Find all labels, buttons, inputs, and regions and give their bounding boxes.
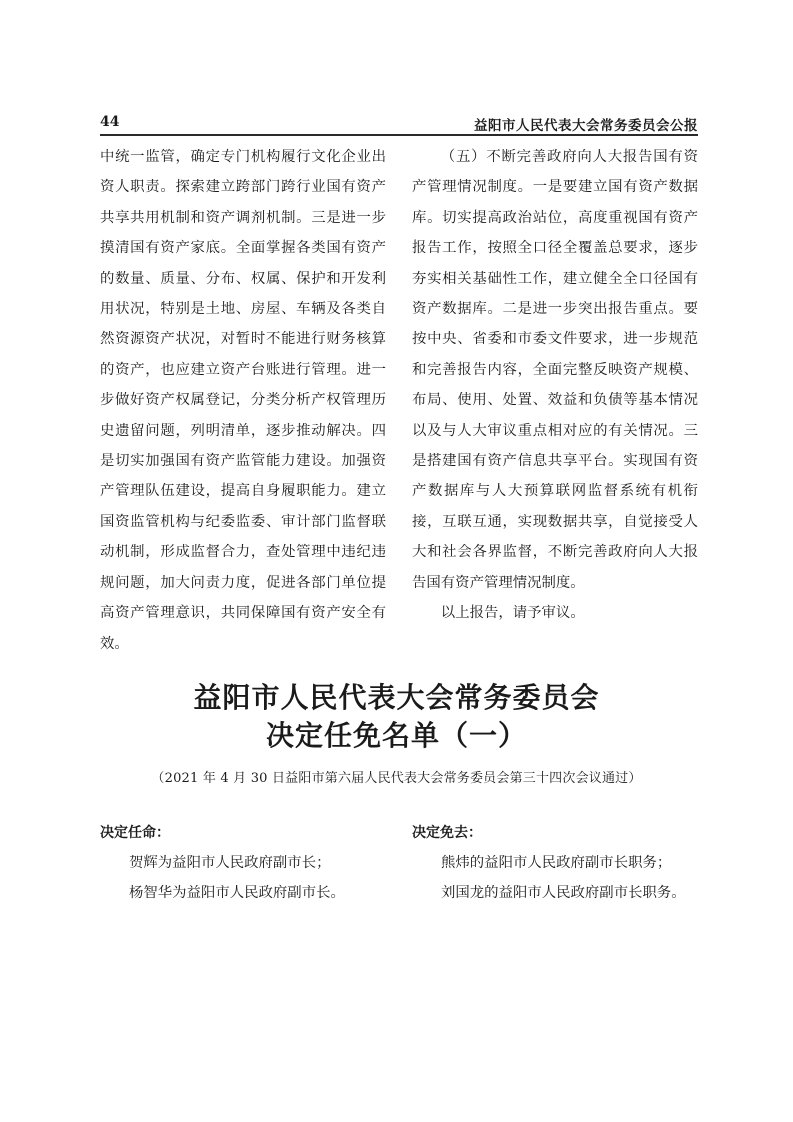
appointments-section xyxy=(100,822,400,908)
right-column xyxy=(412,142,698,629)
closing-sentence: 以上报告，请予审议。 xyxy=(440,605,585,622)
document-title-line2: 决定任免名单（一） xyxy=(265,719,527,752)
left-column xyxy=(100,142,386,659)
journal-title: 益阳市人民代表大会常务委员会公报 xyxy=(474,118,698,134)
removal-entry: 刘国龙的益阳市人民政府副市长职务。 xyxy=(441,885,686,901)
document-subtitle: （2021 年 4 月 30 日益阳市第六届人民代表大会常务委员会第三十四次会议通过） xyxy=(151,771,642,786)
appointments-heading: 决定任命： xyxy=(100,825,170,841)
document-title-line1: 益阳市人民代表大会常务委员会 xyxy=(193,681,600,714)
removals-heading: 决定免去： xyxy=(412,825,482,841)
removals-section xyxy=(412,822,712,908)
appointment-entry: 杨智华为益阳市人民政府副市长。 xyxy=(129,885,345,901)
page-number: 44 xyxy=(100,114,120,130)
appointment-entry: 贺辉为益阳市人民政府副市长； xyxy=(129,855,331,871)
right-paragraph: （五）不断完善政府向人大报告国有资产管理情况制度。一是要建立国有资产数据库。切实提高政治站位，高度重视国有资产报告工作，按照全口径全覆盖总要求，逐步夯实相关基础性工作，建立健全全口径国有资产数据库。二是进一步突出报告重点。要按中央、省委和市委文件要求，进一步规范和完善报告内容，全面完整反映资产规模、布局、使用、处置、效益和负债等基本情况以及与人大审议重点相对应的有关情况。三是搭建国有资产信息共享平台。实现国有资产数据库与人大预算联网监督系统有机衔接，互联互通，实现数据共享，自觉接受人大和社会各界监督，不断完善政府向人大报告国有资产管理情况制度。 xyxy=(412,149,698,591)
page-header xyxy=(100,112,698,134)
removal-entry: 熊炜的益阳市人民政府副市长职务； xyxy=(441,855,672,871)
left-paragraph: 中统一监管，确定专门机构履行文化企业出资人职责。探索建立跨部门跨行业国有资产共享共用机制和资产调剂机制。三是进一步摸清国有资产家底。全面掌握各类国有资产的数量、质量、分布、权属、保护和开发利用状况，特别是土地、房屋、车辆及各类自然资源资产状况，对暂时不能进行财务核算的资产，也应建立资产台账进行管理。进一步做好资产权属登记，分类分析产权管理历史遗留问题，列明清单，逐步推动解决。四是切实加强国有资产监管能力建设。加强资产管理队伍建设，提高自身履职能力。建立国资监管机构与纪委监委、审计部门监督联动机制，形成监督合力，查处管理中违纪违规问题，加大问责力度，促进各部门单位提高资产管理意识，共同保障国有资产安全有效。 xyxy=(100,149,386,652)
header-rule xyxy=(100,134,698,136)
